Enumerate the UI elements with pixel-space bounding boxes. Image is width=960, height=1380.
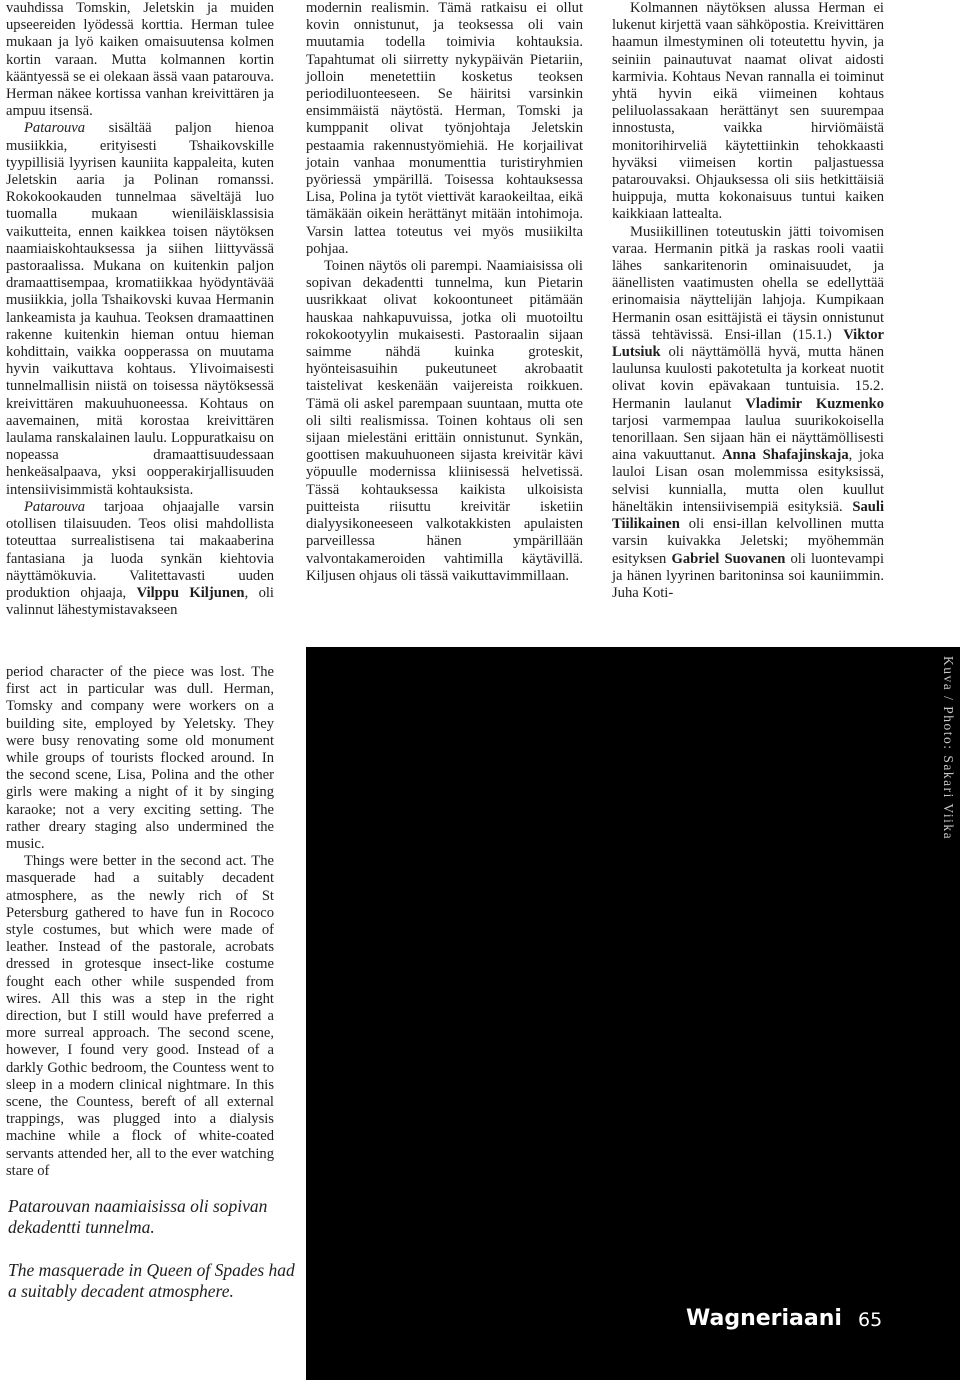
article-column-fi-2 <box>306 0 583 585</box>
performer-name: Vilppu Kiljunen <box>136 584 245 601</box>
text-run: oli ensi-illan kelvollinen mutta varsin kuivakka Jeletski; myöhemmän esityksen <box>612 516 884 567</box>
work-title: Patarouva <box>24 120 86 137</box>
paragraph <box>612 0 884 224</box>
performer-name: Vladimir Kuzmenko <box>745 395 884 412</box>
text-run: , joka lauloi Lisan osan molemmissa esityksissä, selvisi kunnialla, mutta olen kuullut häneltäkin intensiivisempiä esityksiä. <box>612 447 884 515</box>
performer-name: Sauli Tiilikainen <box>612 498 884 533</box>
text-run: , oli valinnut lähestymistavakseen <box>6 584 274 619</box>
text-run: vauhdissa Tomskin, Jeletskin ja muiden upseereiden lyödessä korttia. Herman tulee mukaan ja lyö kaiken omaisuutensa kolmen kortin varaan. Mutta kolmannen kortin kääntyessä se ei olekaan ässä vaan patarouva. Herman näkee kortissa vanhan kreivittären ja ampuu itsensä. <box>6 0 274 120</box>
performer-name: Viktor Lutsiuk <box>612 326 884 361</box>
performer-name: Anna Shafajinskaja <box>722 447 849 464</box>
magazine-name: Wagneriaani <box>686 1306 842 1331</box>
text-run: tarjoaa ohjaajalle varsin otollisen tilaisuuden. Teos olisi mahdollista toteuttaa surrealistisena tai makaaberina fantasiana ja luoda synkän kiehtovia näyttämökuvia. Valitettavasti uuden produktion ohjaaja, <box>6 498 274 601</box>
text-run: Toinen näytös oli parempi. Naamiaisissa oli sopivan dekadentti tunnelma, kun Pietarin uusrikkaat olivat kokoontuneet pitämään hauskaa nahkapuvuissa, jotka oli muotoiltu rokokootyylin mukaisesti. Pastoraalin sijaan saimme nähdä kuinka groteskit, hyönteisasuihin pukeutuneet akrobaatit taistelivat keskenään vaijereista roikkuen. Tämä oli askel parempaan suuntaan, mutta ote oli silti realismissa. Toinen kohtaus oli sen sijaan mielestäni erittäin onnistunut. Synkän, goottisen makuuhuoneen sijasta kreivitär kävi yöpuulle modernissa kliinisessä helvetissä. Tässä kohtauksessa kaikista ulkoisista puitteista riisuttu kreivitär isketiin dialyysikoneeseen valkotakkisten apulaisten parveillessa hänen ympärillään valvontakameroiden vahtimilla käytävillä. Kiljusen ohjaus oli tässä vaikuttavimmillaan. <box>306 258 583 584</box>
work-title: Patarouva <box>24 498 86 515</box>
paragraph <box>6 120 274 498</box>
paragraph <box>6 0 274 120</box>
paragraph <box>612 224 884 602</box>
article-column-fi-1 <box>6 0 274 619</box>
text-run: period character of the piece was lost. The first act in particular was dull. Herman, Tomsky and company were workers on a building site, employed by Yeletsky. They were busy renovating some old monument while groups of tourists flocked around. In the second scene, Lisa, Polina and the other girls were making a night of it by singing karaoke; not a very exciting setting. The rather dreary staging also undermined the music. <box>6 664 274 853</box>
page-number: 65 <box>858 1309 883 1331</box>
performer-name: Gabriel Suovanen <box>671 550 786 567</box>
text-run: oli näyttämöllä hyvä, mutta hänen laulunsa kuulosti pakotetulta ja korkeat nuotit olivat kovin epävakaan tuntuisia. 15.2. Hermanin laulanut <box>612 344 884 412</box>
paragraph <box>6 664 274 853</box>
text-run: sisältää paljon hienoa musiikkia, erityisesti Tshaikovskille tyypillisiä lyyrisen kauniita kappaleita, kuten Jeletskin aaria ja Polinan romanssi. Rokokookauden tunnelmaa säveltäjä luo tuomalla mukaan wieniläisklassisia vaikutteita, ennen kaikkea toisen näytöksen naamiaiskohtauksessa ja siihen liittyvässä pastoraalissa. Mukana on kuitenkin paljon dramaattisempaa, kromatiikkaa hyödyntävää musiikkia, jolla Tshaikovski kuvaa Hermanin lankeamista ja kauhua. Teoksen dramaattinen rakenne kuitenkin hieman ontuu hieman kohdittain, vaikka oopperassa on muutama hyvin vaikuttava kohtaus. Ylivoimaisesti tunnelmallisin niistä on toisessa näytöksessä kreivittären makuuhuoneessa. Kohtaus on aavemainen, mitä korostaa kreivittären laulama ranskalainen laulu. Loppuratkaisu on nopeassa dramaattisuudessaan henkeäsalpaava, yksi oopperakirjallisuuden intensiivisimmistä kohtauksista. <box>6 120 274 498</box>
article-column-fi-3 <box>612 0 884 602</box>
text-run: Kolmannen näytöksen alussa Herman ei lukenut kirjettä vaan sähköpostia. Kreivittären haamun ilmestyminen oli toteutettu hyvin, ja seiniin painautuvat naamat olivat aidosti karmivia. Kohtaus Nevan rannalla ei toiminut yhtä hyvin eikä viimeinen kohtaus peliluolassakaan herättänyt sen suurempaa innostusta, vaikka hirviömäistä monitorihirveliä käytettiinkin tehokkaasti hyväksi viimeisen kortin paljastuessa patarouvaksi. Ohjauksessa oli siis hetkittäisiä huippuja, mutta kokonaisuus tuntui kaiken kaikkiaan lattealta. <box>612 0 884 223</box>
text-run: modernin realismin. Tämä ratkaisu ei ollut kovin onnistunut, ja teoksessa oli vain muutamia todella toimivia kohtauksia. Tapahtumat oli siirretty nykypäivän Pietariin, jolloin menetettiin kosketus teoksen periodiluonteeseen. Se häiritsi varsinkin ensimmäistä näytöstä. Herman, Tomski ja kumppanit olivat työnjohtaja Jeletskin pestaamia rakennustyömiehiä. He korjailivat jotain vanhaa monumenttia turistiryhmien pyöriessä ympärillä. Toisessa kohtauksessa Lisa, Polina ja tytöt viettivät karaokeiltaa, eikä tämäkään oikein herättänyt mitään intohimoja. Varsin lattea toteutus vei myös musiikilta pohjaa. <box>306 0 583 257</box>
photo-credit: Kuva / Photo: Sakari Viika <box>941 656 956 841</box>
text-run: Musiikillinen toteutuskin jätti toivomisen varaa. Hermanin pitkä ja raskas rooli vaatii lähes sankaritenorin ominaisuudet, ja äänellisten vaatimusten ohella se edellyttää erinomaisia näyttelijän lahjoja. Kumpikaan Hermanin osan esittäjistä ei täysin onnistunut tässä tehtävissä. Ensi-illan (15.1.) <box>612 223 884 343</box>
photo-caption-en: The masquerade in Queen of Spades had a suitably decadent atmosphere. <box>8 1260 295 1301</box>
text-run: tarjosi varmempaa laulua suurikokoisella tenorillaan. Sen sijaan hän ei näyttämöllisesti aina vakuuttanut. <box>612 412 884 464</box>
text-run: oli luontevampi ja hänen lyyrinen baritoninsa soi kauniimmin. Juha Koti- <box>612 550 884 601</box>
paragraph <box>6 853 274 1180</box>
production-photo <box>306 647 960 1380</box>
paragraph <box>306 0 583 258</box>
paragraph <box>306 258 583 585</box>
photo-caption-fi: Patarouvan naamiaisissa oli sopivan dekadentti tunnelma. <box>8 1196 268 1237</box>
text-run: Things were better in the second act. The masquerade had a suitably decadent atmosphere, as the newly rich of St Petersburg gathered to have fun in Rococo style costumes, but which were made of leather. Instead of the pastorale, acrobats dressed in grotesque insect-like costume fought each other while suspended from wires. All this was a step in the right direction, but I still would have preferred a more surreal approach. The second scene, however, I found very good. Instead of a darkly Gothic bedroom, the Countess went to sleep in a modern clinical nightmare. In this scene, the Countess, bereft of all external trappings, was plugged into a dialysis machine while a flock of white-coated servants attended her, all to the ever watching stare of <box>6 853 274 1179</box>
paragraph <box>6 499 274 619</box>
article-column-en <box>6 664 274 1180</box>
